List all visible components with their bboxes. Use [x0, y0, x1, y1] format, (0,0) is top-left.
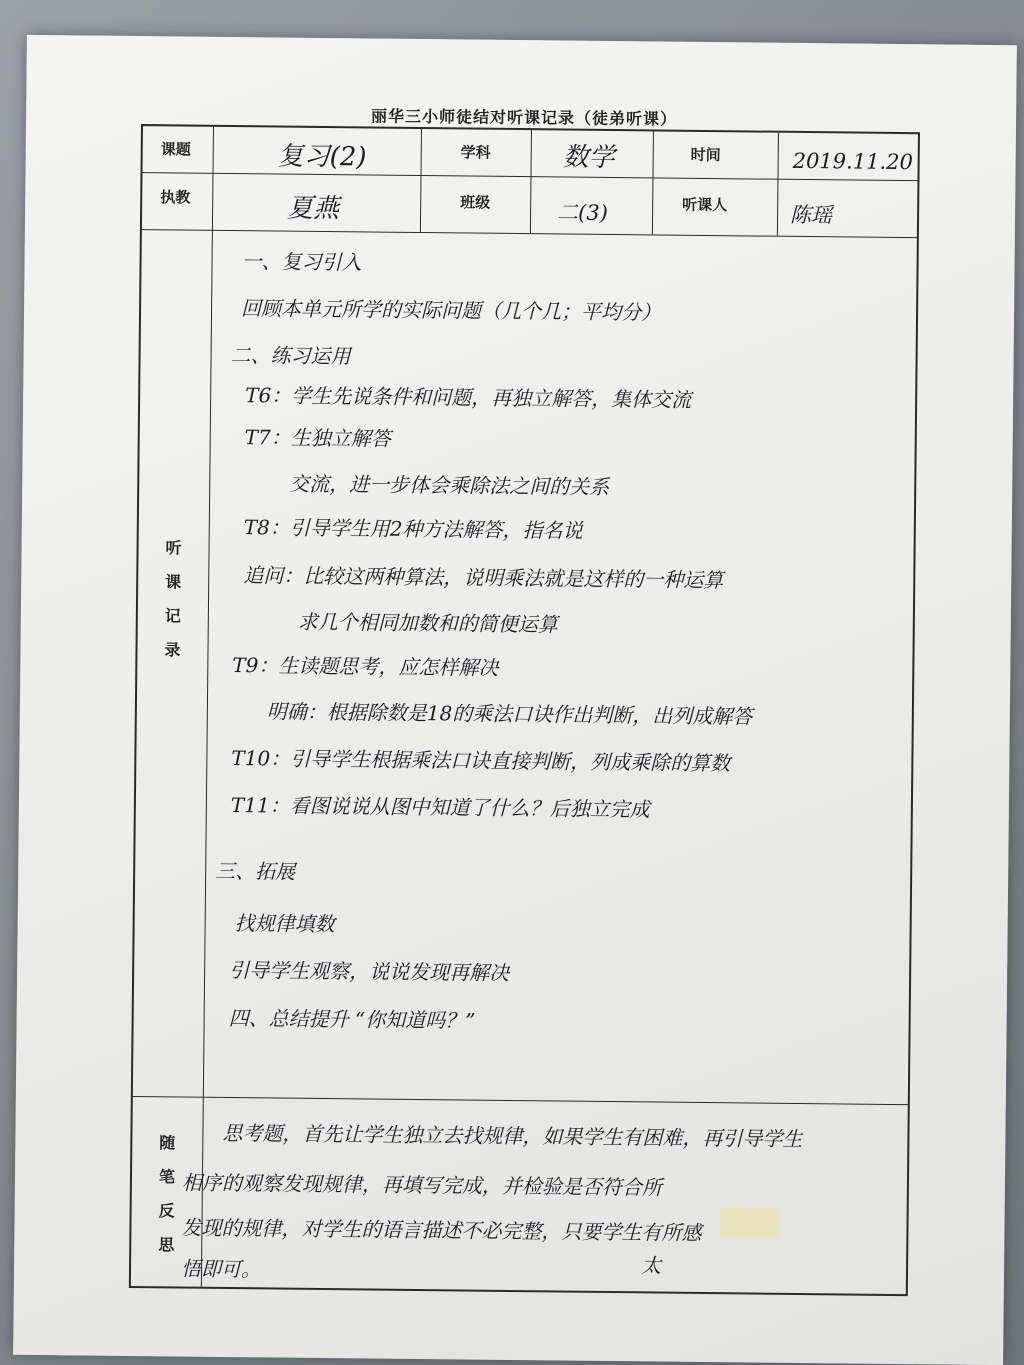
record-line: T7：生独立解答	[244, 425, 391, 451]
column-divider	[201, 127, 214, 1287]
value-subject: 数学	[562, 142, 615, 174]
reflection-insert: 太	[640, 1253, 662, 1278]
record-line: T8：引导学生用2种方法解答，指名说	[243, 515, 583, 543]
highlight-mark	[719, 1207, 779, 1238]
value-teacher: 夏燕	[286, 193, 340, 225]
record-line: T11：看图说说从图中知道了什么？后独立完成	[230, 793, 650, 822]
record-line: T9：生读题思考，应怎样解决	[232, 653, 499, 680]
reflection-line: 思考题，首先让学生独立去找规律，如果学生有困难，再引导学生	[222, 1120, 803, 1152]
label-time: 时间	[690, 145, 721, 165]
record-line: T6：学生先说条件和问题，再独立解答，集体交流	[245, 383, 692, 412]
record-line: 回顾本单元所学的实际问题（几个几；平均分）	[240, 296, 662, 325]
value-time: 2019.11.20	[792, 148, 914, 175]
column-divider	[777, 133, 779, 236]
record-line: 追问：比较这两种算法，说明乘法就是这样的一种运算	[243, 563, 724, 593]
record-line: 求几个相同加数和的简便运算	[297, 609, 558, 637]
reflection-line: 发现的规律，对学生的语言描述不必完整，只要学生有所感	[181, 1215, 702, 1245]
label-class: 班级	[460, 193, 491, 212]
record-line: 三、拓展	[215, 858, 296, 884]
value-listener: 陈瑶	[789, 202, 833, 228]
record-line: 交流，进一步体会乘除法之间的关系	[289, 471, 610, 499]
record-line: 四、总结提升 “你知道吗？”	[228, 1006, 476, 1033]
label-reflection: 随 笔 反 思	[158, 1133, 176, 1255]
form-table	[129, 124, 920, 1296]
reflection-line: 相序的观察发现规律，再填写完成，并检验是否符合所	[181, 1170, 663, 1200]
record-line: 一、复习引入	[241, 249, 362, 275]
row-divider	[133, 1096, 908, 1105]
reflection-line: 悟即可。	[180, 1256, 262, 1282]
record-line: 明确：根据除数是18的乘法口诀作出判断，出列成解答	[266, 699, 753, 729]
record-line: T10：引导学生根据乘法口诀直接判断，列成乘除的算数	[231, 746, 731, 776]
column-divider	[420, 129, 422, 232]
label-record: 听 课 记 录	[164, 538, 182, 660]
column-divider	[652, 131, 654, 234]
form-title: 丽华三小师徒结对听课记录（徒弟听课）	[371, 106, 678, 129]
value-topic: 复习(2)	[277, 141, 367, 173]
label-subject: 学科	[460, 143, 491, 162]
record-line: 引导学生观察，说说发现再解决	[229, 958, 510, 985]
record-line: 二、练习运用	[230, 343, 351, 369]
record-line: 找规律填数	[234, 911, 335, 937]
label-teacher: 执教	[160, 188, 191, 207]
label-listener: 听课人	[682, 195, 728, 215]
value-class: 二(3)	[556, 200, 608, 225]
label-topic: 课题	[160, 140, 191, 159]
column-divider	[530, 130, 532, 233]
paper-sheet	[13, 35, 1017, 1365]
